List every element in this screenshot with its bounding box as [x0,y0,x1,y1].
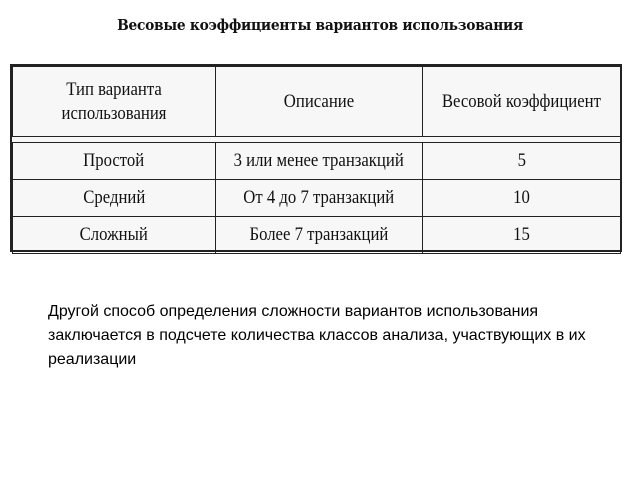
header-description: Описание [216,67,423,137]
table-row [13,180,621,217]
cell-description: От 4 до 7 транзакций [216,180,423,217]
cell-weight: 5 [423,143,621,180]
cell-type: Средний [13,180,216,217]
table-header-row [13,67,621,137]
weights-table [10,64,622,252]
cell-type: Сложный [13,217,216,254]
cell-weight: 15 [423,217,621,254]
header-weight: Весовой коэффициент [423,67,621,137]
cell-description: Более 7 транзакций [216,217,423,254]
cell-weight: 10 [423,180,621,217]
header-use-case-type: Тип варианта использования [13,67,216,137]
table-title: Весовые коэффициенты вариантов использования [117,16,523,34]
table-row [13,143,621,180]
cell-description: 3 или менее транзакций [216,143,423,180]
cell-type: Простой [13,143,216,180]
body-paragraph: Другой способ определения сложности вариантов использования заключается в подсчете количества классов анализа, участвующих в их реализации [48,303,586,368]
table-row [13,217,621,254]
